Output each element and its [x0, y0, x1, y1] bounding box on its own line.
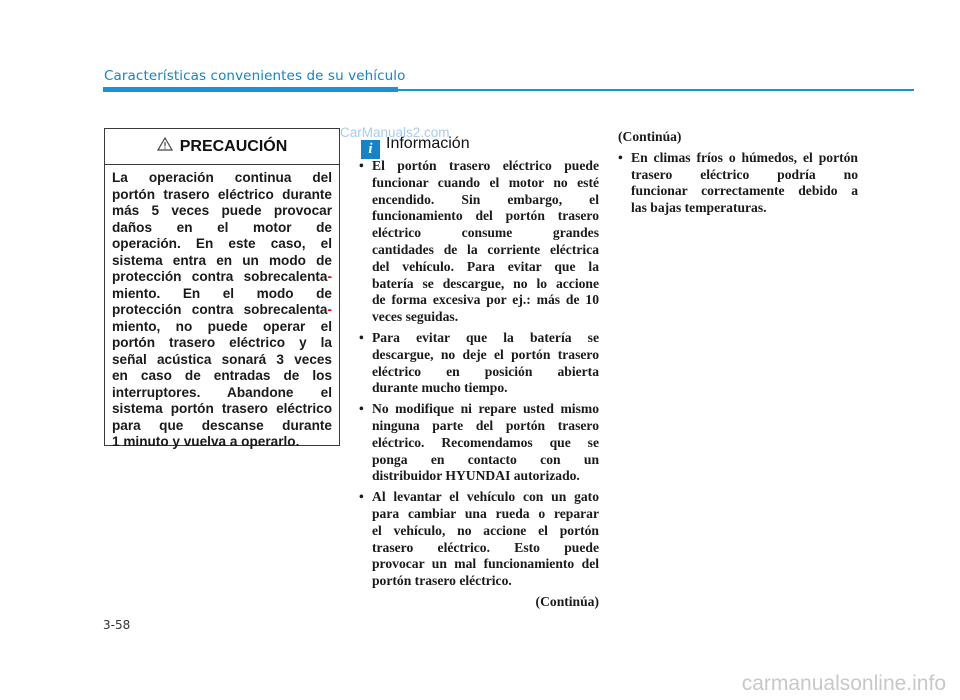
caution-line: portón trasero eléctrico durante	[112, 186, 332, 202]
info-icon: i	[361, 140, 380, 159]
warning-triangle-icon	[157, 137, 173, 156]
information-title: Información	[386, 135, 470, 152]
caution-line: para que descanse durante	[112, 417, 332, 433]
page-number: 3-58	[103, 618, 131, 632]
caution-line: señal acústica sonará 3 veces	[112, 351, 332, 367]
header-rule	[103, 89, 914, 91]
list-item: • Al levantar el vehículo con un gato para cambiar una rueda o reparar el vehículo, no accione el portón trasero eléctrico. Esto puede provocar un mal funcionamiento del portón trasero eléctrico.	[359, 489, 599, 589]
caution-line-hyphenated: protección contra sobrecalenta-	[112, 269, 332, 284]
caution-line: miento, no puede operar el	[112, 318, 332, 334]
caution-line: interruptores. Abandone el	[112, 384, 332, 400]
hyphen-mark: -	[327, 269, 332, 284]
caution-header	[105, 129, 339, 165]
bullet-icon: •	[359, 329, 364, 345]
list-item: • Para evitar que la batería se descargue, no deje el portón trasero eléctrico en posición abierta durante mucho tiempo.	[359, 329, 599, 396]
caution-box	[104, 128, 340, 449]
bullet-icon: •	[359, 489, 364, 505]
caution-line: portón trasero eléctrico y la	[112, 335, 332, 350]
continuation-label: (Continúa)	[618, 129, 682, 144]
caution-title: PRECAUCIÓN	[179, 137, 288, 155]
list-item: • En climas fríos o húmedos, el portón trasero eléctrico podría no funcionar correctamente debido a las bajas temperaturas.	[618, 149, 858, 216]
continues-label: (Continúa)	[535, 593, 599, 609]
hyphen-mark: -	[327, 302, 332, 317]
information-column	[359, 158, 599, 611]
caution-line: sistema entra en un modo de	[112, 252, 332, 268]
caution-text	[105, 165, 339, 451]
bullet-icon: •	[359, 158, 364, 173]
caution-line-hyphenated: protección contra sobrecalenta-	[112, 302, 332, 317]
caution-line: más 5 veces puede provocar	[112, 203, 332, 218]
list-item: • El portón trasero eléctrico puede funcionar cuando el motor no esté encendido. Sin embargo, el funcionamiento del portón trasero eléctrico consume grandes cantidades de la corriente eléctrica del vehículo. Para evitar que la batería se descargue, no lo accione de forma excesiva por ej.: más de 10 veces seguidas.	[359, 158, 599, 325]
caution-line: miento. En el modo de	[112, 285, 332, 301]
watermark-text[interactable]: CarManuals2.com	[340, 125, 450, 140]
footer-watermark[interactable]: carmanualsonline.info	[741, 672, 946, 695]
bullet-icon: •	[618, 149, 623, 165]
bullet-icon: •	[359, 401, 364, 417]
section-title: Características convenientes de su vehículo	[104, 68, 406, 84]
caution-line: operación. En este caso, el	[112, 236, 332, 251]
caution-line: en caso de entradas de los	[112, 368, 332, 383]
list-item: • No modifique ni repare usted mismo ninguna parte del portón trasero eléctrico. Recomendamos que se ponga en contacto con un distribuidor HYUNDAI autorizado.	[359, 401, 599, 484]
caution-line: 1 minuto y vuelva a operarlo.	[112, 434, 300, 449]
caution-line: daños en el motor de	[112, 219, 332, 235]
caution-line: sistema portón trasero eléctrico	[112, 401, 332, 416]
caution-line: La operación continua del	[112, 170, 332, 185]
continuation-column	[618, 129, 858, 221]
